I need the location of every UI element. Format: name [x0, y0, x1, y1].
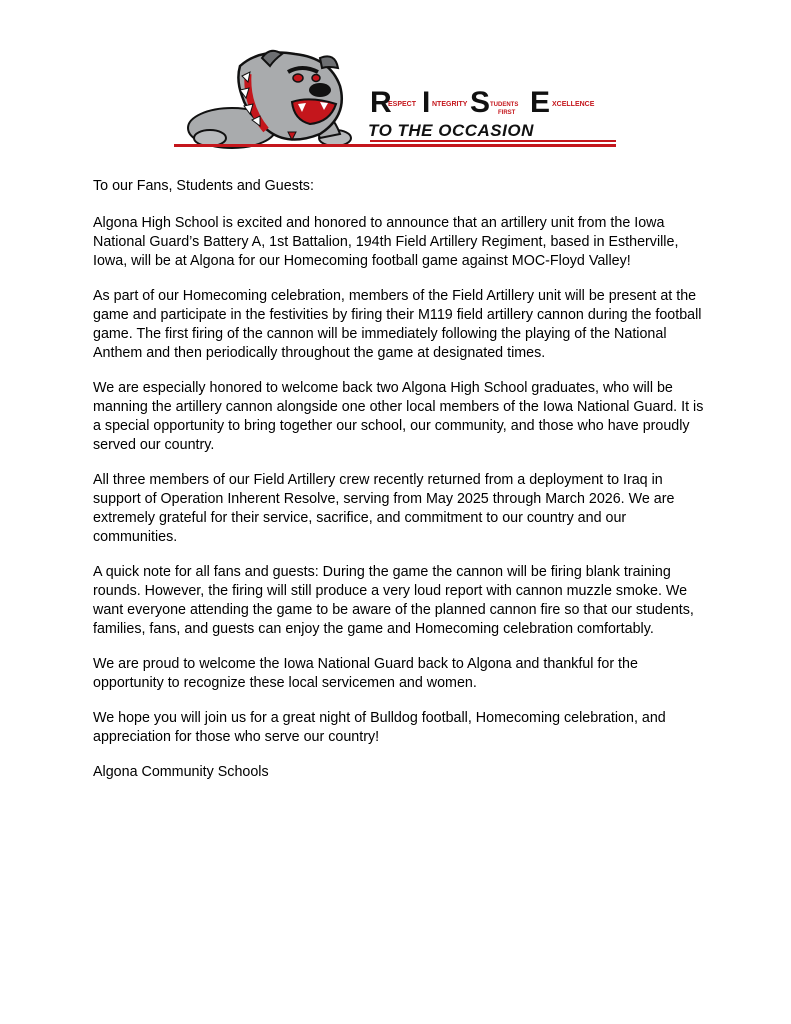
letter-paragraph-4: All three members of our Field Artillery crew recently returned from a deployment to Iraq in support of Operation Inherent Resolve, serving from May 2025 through March 2026. We are extremely grateful for their service, sacrifice, and commitment to our country and our communities. [93, 472, 675, 545]
logo-word-respect: ESPECT [388, 101, 417, 108]
letter-paragraph-6: We are proud to welcome the Iowa National Guard back to Algona and thankful for the opportunity to recognize these local servicemen and women. [93, 656, 638, 691]
letter-paragraph-5: A quick note for all fans and guests: During the game the cannon will be firing blank training rounds. However, the firing will still produce a very loud report with cannon muzzle smoke. We want everyone attending the game to be aware of the planned cannon fire so that our students, families, fans, and guests can enjoy the game and Homecoming celebration comfortably. [93, 564, 694, 637]
logo-word-excellence: XCELLENCE [552, 101, 595, 108]
logo-letter-r: R [370, 86, 392, 119]
letter-paragraph-2: As part of our Homecoming celebration, members of the Field Artillery unit will be present at the game and participate in the festivities by firing their M119 field artillery cannon during the football game. The first firing of the cannon will be immediately following the playing of the National Anthem and then periodically throughout the game at designated times. [93, 288, 702, 361]
logo-word-students: TUDENTS [490, 102, 519, 108]
logo-red-rule [174, 144, 616, 147]
letter-greeting: To our Fans, Students and Guests: [93, 178, 314, 194]
rise-logo [170, 46, 620, 154]
logo-letter-e: E [530, 86, 551, 119]
letter-signature: Algona Community Schools [93, 764, 269, 780]
letter-paragraph-7: We hope you will join us for a great night of Bulldog football, Homecoming celebration, and appreciation for those who serve our country! [93, 710, 666, 745]
logo-letter-i: I [422, 86, 431, 119]
logo-red-rule-upper [370, 140, 616, 142]
logo-word-first: FIRST [498, 110, 516, 116]
logo-tagline: TO THE OCCASION [368, 121, 534, 140]
letter-paragraph-3: We are especially honored to welcome back two Algona High School graduates, who will be manning the artillery cannon alongside one other local members of the Iowa National Guard. It is a special opportunity to bring together our school, our community, and those who have proudly served our country. [93, 380, 704, 453]
letter-body [93, 177, 705, 798]
bulldog-mascot-icon [188, 51, 351, 148]
letter-paragraph-1: Algona High School is excited and honored to announce that an artillery unit from the Iowa National Guard’s Battery A, 1st Battalion, 194th Field Artillery Regiment, based in Estherville, Iowa, will be at Algona for our Homecoming football game against MOC-Floyd Valley! [93, 215, 679, 269]
logo-letter-s: S [470, 86, 491, 119]
logo-word-integrity: NTEGRITY [432, 101, 468, 108]
